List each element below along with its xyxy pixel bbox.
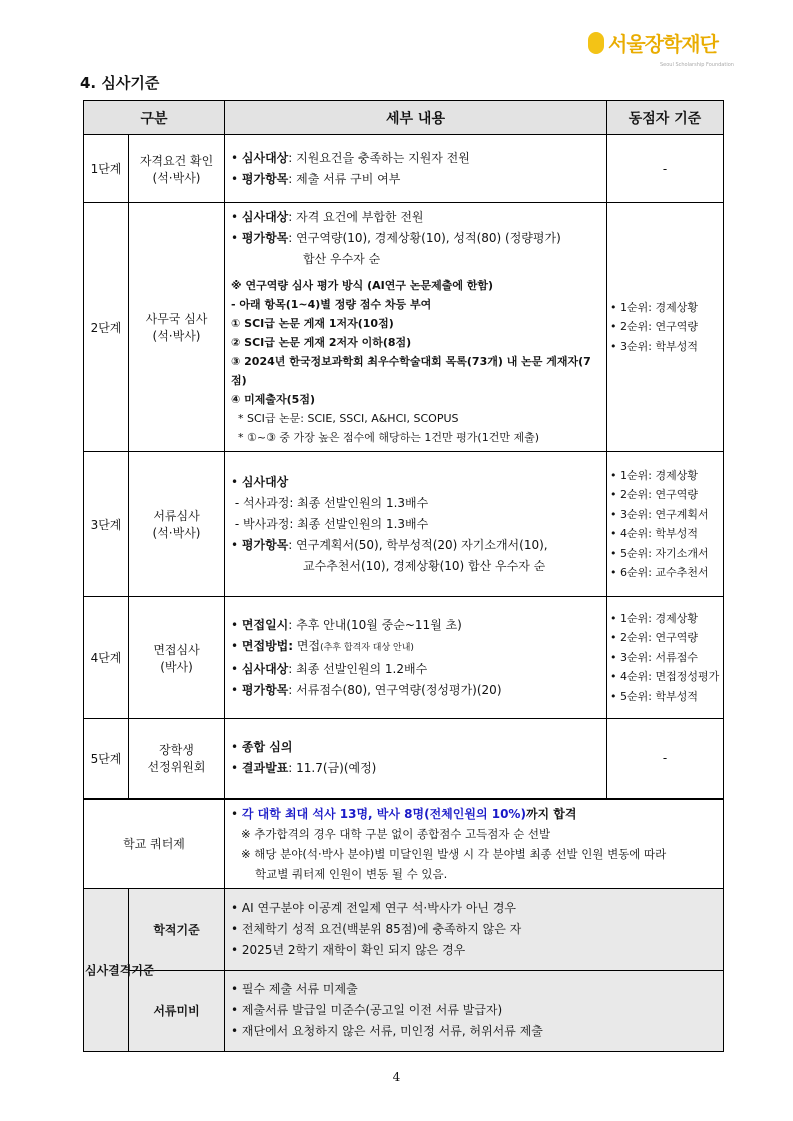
tiebreak: 5순위: 학부성적 (620, 689, 698, 703)
quota-label: 학교 쿼터제 (84, 799, 225, 889)
stage-sub: (석·박사) (152, 526, 201, 540)
quota-highlight: 각 대학 최대 석사 13명, 박사 8명(전체인원의 10%) (241, 806, 526, 821)
table-row: 2단계 사무국 심사 (석·박사) • 심사대상: 자격 요건에 부합한 전원 • 평가항목: 연구역량(10), 경제상황(10), 성적(80) (정량평가) 합산 우수자 순 ※ 연구역량 심사 평가 방식 (AI연구 논문제출에 한함) - 아래 항목(1~4)별 정량 점수 차등 부여 ① SCI급 논문 게재 1저자(10점) ② SCI급 논문 게재 2저자 이하(8점) ③ 2024년 한국정보과학회 최우수학술대회 목록(73개) 내 논문 게재자(7점) ④ 미제출자(5점) * SCI급 논문: SCIE, SSCI, A&HCI, SCOPUS * ①~③ 중 가장 높은 점수에 해당하는 1건만 평가(1건만 제출) • 1순위: 경제상황 • 2순위: 연구역량 • 3순위: 학부성적 (84, 203, 724, 452)
item-text: : 11.7(금)(예정) (288, 761, 377, 776)
phase: 3단계 (84, 452, 129, 597)
note-line: ① SCI급 논문 게재 1저자(10점) (231, 317, 394, 330)
item-text: : 제출 서류 구비 여부 (288, 171, 401, 186)
stage-name: 서류심사 (153, 509, 200, 523)
disq-group-name: 서류미비 (129, 970, 225, 1051)
disq-item: 제출서류 발급일 미준수(공고일 이전 서류 발급자) (241, 1003, 503, 1017)
disq-item: 전체학기 성적 요건(백분위 85점)에 충족하지 않은 자 (241, 921, 522, 936)
item-label: 결과발표 (241, 761, 289, 776)
tiebreak: 1순위: 경제상황 (620, 468, 698, 482)
footnote: * ①~③ 중 가장 높은 점수에 해당하는 1건만 평가(1건만 제출) (231, 431, 540, 444)
item-text: 교수추천서(10), 경제상황(10) 합산 우수자 순 (303, 558, 546, 573)
table-row: 4단계 면접심사 (박사) • 면접일시: 추후 안내(10월 중순~11월 초) • 면접방법: 면접(추후 합격자 대상 안내) • 심사대상: 최종 선발인원의 1.2배수 • 평가항목: 서류점수(80), 연구역량(정성평가)(20) • 1순위: 경제상황 • 2순위: 연구역량 • 3순위: 서류점수 • 4순위: 면접정성평가 • 5순위: 학부성적 (84, 597, 724, 719)
item-label: 심사대상 (241, 150, 289, 165)
quota-note: ※ 해당 분야(석·박사 분야)별 미달인원 발생 시 각 분야별 최종 선발 인원 변동에 따라 (241, 846, 667, 861)
table-row: 1단계 자격요건 확인 (석·박사) • 심사대상: 지원요건을 충족하는 지원자 전원 • 평가항목: 제출 서류 구비 여부 - (84, 135, 724, 203)
tiebreak: 2순위: 연구역량 (620, 631, 698, 645)
item-label: 심사대상 (241, 474, 289, 489)
phase: 5단계 (84, 719, 129, 799)
item-label: 종합 심의 (241, 740, 293, 755)
footnote: * SCI급 논문: SCIE, SSCI, A&HCI, SCOPUS (231, 412, 459, 425)
logo-text: 서울장학재단 (608, 32, 718, 56)
tiebreak: 6순위: 교수추천서 (620, 566, 709, 579)
item-label: 평가항목 (241, 231, 289, 245)
tiebreak: 4순위: 면접정성평가 (620, 670, 720, 684)
header-category: 구분 (84, 101, 225, 135)
quota-note: ※ 추가합격의 경우 대학 구분 없이 종합점수 고득점자 순 선발 (241, 826, 551, 841)
logo-subtext: Seoul Scholarship Foundation (660, 62, 734, 68)
quota-row: 학교 쿼터제 • 각 대학 최대 석사 13명, 박사 8명(전체인원의 10%)까지 합격 ※ 추가합격의 경우 대학 구분 없이 종합점수 고득점자 순 선발 ※ 해당 분야(석·박사 분야)별 미달인원 발생 시 각 분야별 최종 선발 인원 변동에 따라 학교별 쿼터제 인원이 변동 될 수 있음. (84, 799, 724, 889)
stage-sub: (석·박사) (152, 170, 201, 185)
tiebreak: 2순위: 연구역량 (620, 488, 698, 501)
tiebreak: 3순위: 연구계획서 (620, 507, 709, 521)
item-label: 심사대상 (241, 661, 289, 676)
item-text: : 최종 선발인원의 1.2배수 (288, 661, 428, 676)
disq-group-name: 학적기준 (129, 888, 225, 970)
disq-row: 서류미비 • 필수 제출 서류 미제출 • 제출서류 발급일 미준수(공고일 이전 서류 발급자) • 재단에서 요청하지 않은 서류, 미인정 서류, 허위서류 제출 (84, 970, 724, 1051)
quota-text: 까지 합격 (525, 806, 577, 821)
item-text: : 연구역량(10), 경제상황(10), 성적(80) (정량평가) (288, 231, 561, 245)
page-number: 4 (392, 1070, 401, 1084)
item-text: 면접 (293, 638, 321, 653)
header-tiebreak: 동점자 기준 (607, 101, 724, 135)
phase: 1단계 (84, 135, 129, 203)
item-text: 합산 우수자 순 (303, 252, 381, 266)
note-line: ※ 연구역량 심사 평가 방식 (AI연구 논문제출에 한함) (231, 279, 494, 292)
stage-sub: 선정위원회 (147, 760, 206, 775)
disq-label: 심사결격기준 (85, 963, 155, 977)
note-line: - 아래 항목(1~4)별 정량 점수 차등 부여 (231, 298, 432, 311)
item-label: 면접일시 (241, 617, 289, 632)
item-text: - 박사과정: 최종 선발인원의 1.3배수 (231, 516, 429, 531)
item-label: 평가항목 (241, 171, 289, 186)
tiebreak: 3순위: 학부성적 (620, 339, 698, 353)
tiebreak: - (607, 719, 724, 799)
item-text: : 추후 안내(10월 중순~11월 초) (288, 617, 462, 632)
note-line: ③ 2024년 한국정보과학회 최우수학술대회 목록(73개) 내 논문 게재자(7점) (231, 355, 591, 387)
tiebreak: - (607, 135, 724, 203)
section-title: 4. 심사기준 (80, 74, 160, 92)
tiebreak: 1순위: 경제상황 (620, 300, 698, 314)
disq-item: AI 연구분야 이공계 전일제 연구 석·박사가 아닌 경우 (241, 900, 517, 915)
item-subtext: (추후 합격자 대상 안내) (320, 642, 414, 653)
stage-sub: (석·박사) (152, 329, 201, 343)
tiebreak: 4순위: 학부성적 (620, 527, 698, 540)
item-text: : 연구계획서(50), 학부성적(20) 자기소개서(10), (288, 537, 548, 552)
disq-row: 심사결격기준 학적기준 • AI 연구분야 이공계 전일제 연구 석·박사가 아닌 경우 • 전체학기 성적 요건(백분위 85점)에 충족하지 않은 자 • 2025년 2학기 재학이 확인 되지 않은 경우 (84, 888, 724, 970)
stage-name: 자격요건 확인 (139, 153, 214, 168)
item-text: : 자격 요건에 부합한 전원 (288, 210, 424, 224)
quota-note: 학교별 쿼터제 인원이 변동 될 수 있음. (255, 866, 448, 881)
table-row: 3단계 서류심사 (석·박사) • 심사대상 - 석사과정: 최종 선발인원의 1.3배수 - 박사과정: 최종 선발인원의 1.3배수 • 평가항목: 연구계획서(50), 학부성적(20) 자기소개서(10), 교수추천서(10), 경제상황(10) 합산 우수자 순 • 1순위: 경제상황 • 2순위: 연구역량 • 3순위: 연구계획서 • 4순위: 학부성적 • 5순위: 자기소개서 • 6순위: 교수추천서 (84, 452, 724, 597)
phase: 2단계 (84, 203, 129, 452)
item-text: : 서류점수(80), 연구역량(정성평가)(20) (288, 682, 502, 697)
table-header (84, 101, 724, 135)
stage-name: 사무국 심사 (145, 312, 208, 326)
item-text: : 지원요건을 충족하는 지원자 전원 (288, 150, 470, 165)
tiebreak: 3순위: 서류점수 (620, 650, 698, 664)
disq-item: 2025년 2학기 재학이 확인 되지 않은 경우 (241, 942, 466, 957)
disq-item: 필수 제출 서류 미제출 (241, 982, 358, 996)
note-line: ④ 미제출자(5점) (231, 393, 315, 406)
item-text: - 석사과정: 최종 선발인원의 1.3배수 (231, 495, 429, 510)
tiebreak: 5순위: 자기소개서 (620, 546, 709, 560)
phase: 4단계 (84, 597, 129, 719)
disq-item: 재단에서 요청하지 않은 서류, 미인정 서류, 허위서류 제출 (241, 1024, 543, 1038)
item-label: 면접방법: (241, 638, 294, 653)
item-label: 평가항목 (241, 682, 289, 697)
logo-emblem-icon (588, 32, 604, 54)
item-label: 평가항목 (241, 537, 289, 552)
item-label: 심사대상 (241, 210, 289, 224)
stage-name: 면접심사 (153, 642, 200, 657)
foundation-logo (588, 28, 718, 57)
stage-sub: (박사) (160, 659, 193, 674)
table-row: 5단계 장학생 선정위원회 • 종합 심의 • 결과발표: 11.7(금)(예정) - (84, 719, 724, 799)
note-line: ② SCI급 논문 게재 2저자 이하(8점) (231, 336, 412, 349)
tiebreak: 2순위: 연구역량 (620, 320, 698, 334)
header-details: 세부 내용 (225, 101, 607, 135)
stage-name: 장학생 (159, 743, 194, 758)
criteria-table (83, 100, 724, 1052)
tiebreak: 1순위: 경제상황 (620, 611, 698, 625)
